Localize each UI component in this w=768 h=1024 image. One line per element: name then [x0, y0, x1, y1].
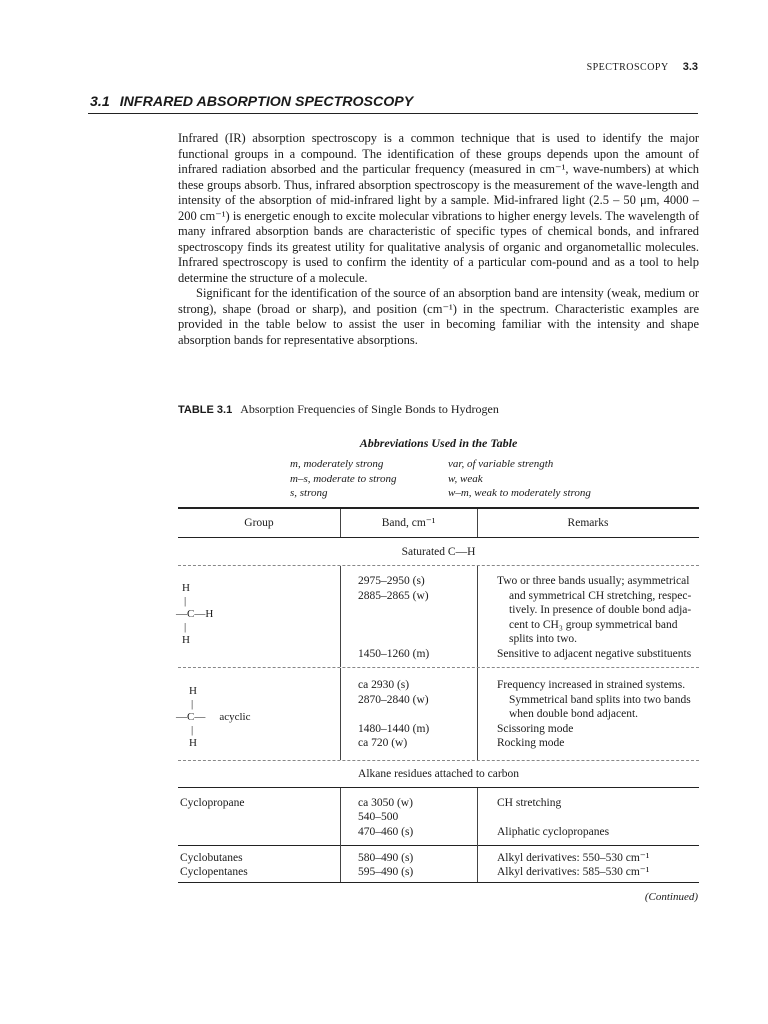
abbreviations-title: Abbreviations Used in the Table — [359, 436, 518, 450]
body-text — [178, 131, 699, 348]
running-head-title: SPECTROSCOPY — [586, 62, 669, 73]
abbreviation-item: w–m, weak to moderately strong — [448, 487, 591, 499]
row-separator — [178, 845, 699, 846]
abbreviation-item: m, moderately strong — [290, 458, 384, 470]
structure-label: acyclic — [219, 711, 251, 723]
structure-atom: H — [182, 634, 190, 646]
table-label: TABLE 3.1 — [178, 404, 233, 416]
band-cell: 580–490 (s) — [358, 852, 414, 864]
structure-atom: H — [189, 737, 197, 749]
remark-cell: Sensitive to adjacent negative substituents — [497, 648, 692, 660]
abbreviation-item: w, weak — [448, 472, 483, 485]
remark-cell: CH stretching — [497, 797, 562, 809]
band-cell: 470–460 (s) — [358, 826, 414, 838]
group-cell: Cyclobutanes — [180, 852, 243, 864]
remark-cell: and symmetrical CH stretching, respec- — [509, 590, 692, 602]
band-cell: 1450–1260 (m) — [358, 648, 430, 660]
group-cell: Cyclopropane — [180, 797, 245, 809]
column-header-group: Group — [244, 517, 274, 529]
running-head — [587, 61, 698, 73]
remark-cell: splits into two. — [509, 633, 578, 645]
column-header-remarks: Remarks — [567, 517, 609, 529]
paragraph-2: Significant for the identification of the source of an absorption band are intensity (weak, medium or strong), shape (broad or sharp), and position (cm⁻¹) in the spectrum. Characteristic examples are provided in the table below to assist the user in becoming familiar with the intensity and shape absorption bands for representative absorptions. — [178, 286, 699, 347]
group-cell: Cyclopentanes — [180, 866, 248, 878]
band-cell: 2885–2865 (w) — [358, 590, 429, 602]
band-cell: 595–490 (s) — [358, 866, 414, 878]
subheading-saturated-ch: Saturated C—H — [401, 546, 476, 558]
band-cell: 1480–1440 (m) — [358, 723, 430, 735]
continued-note: (Continued) — [644, 891, 698, 903]
running-head-section: 3.3 — [682, 61, 698, 73]
structure-bond: | — [191, 698, 194, 710]
column-divider — [340, 788, 341, 882]
abbreviation-item: s, strong — [290, 487, 328, 499]
remark-cell: Alkyl derivatives: 550–530 cm⁻¹ — [497, 852, 650, 864]
remark-cell: Rocking mode — [497, 737, 565, 749]
band-cell: 540–500 — [358, 811, 399, 823]
header-rule — [178, 537, 699, 538]
column-divider — [340, 566, 341, 667]
remark-cell: Aliphatic cyclopropanes — [497, 826, 610, 838]
band-cell: 2870–2840 (w) — [358, 694, 429, 706]
structure-methylene — [176, 685, 251, 750]
section-heading — [90, 94, 413, 110]
subheading-alkane-residues: Alkane residues attached to carbon — [358, 768, 519, 780]
band-cell: ca 3050 (w) — [358, 797, 413, 809]
remark-cell: Alkyl derivatives: 585–530 cm⁻¹ — [497, 866, 650, 878]
remark-cell: Scissoring mode — [497, 723, 574, 735]
table-caption — [178, 402, 499, 417]
paragraph-1: Infrared (IR) absorption spectroscopy is a common technique that is used to identify the major functional groups in a compound. The identification of these groups depends upon the amount of infrared radiation absorbed and the particular frequency (measured in cm⁻¹, wave-numbers) at which these groups absorb. Thus, infrared absorption spectroscopy is the measurement of the wave-length and intensity of the absorption of mid-infrared light by a sample. Mid-infrared light (2.5 – 50 μm, 4000 – 200 cm⁻¹) is energetic enough to excite molecular vibrations to higher energy levels. The wavelength of many infrared absorption bands are characteristic of specific types of chemical bonds, and infrared spectroscopy finds its greatest utility for qualitative analysis of organic and organometallic molecules. Infrared spectroscopy is used to confirm the identity of a particular com-pound and as a tool to help determine the structure of a molecule. — [178, 131, 699, 285]
structure-methyl — [176, 582, 213, 647]
row-separator — [178, 760, 699, 761]
column-divider — [340, 668, 341, 760]
table-top-rule — [178, 507, 699, 509]
column-divider — [477, 566, 478, 667]
table-caption-text: Absorption Frequencies of Single Bonds to Hydrogen — [240, 402, 499, 416]
structure-atom: —C—H — [176, 608, 214, 620]
remark-cell: tively. In presence of double bond adja- — [509, 604, 692, 616]
abbreviation-item: var, of variable strength — [448, 458, 554, 470]
structure-bond: | — [184, 621, 187, 633]
remark-cell: Symmetrical band splits into two bands — [509, 694, 691, 706]
abbreviation-item: m–s, moderate to strong — [290, 472, 397, 485]
column-header-band: Band, cm⁻¹ — [381, 517, 436, 529]
section-title: INFRARED ABSORPTION SPECTROSCOPY — [119, 94, 414, 110]
section-number: 3.1 — [90, 94, 110, 110]
table-bottom-rule — [178, 882, 699, 883]
structure-atom: H — [189, 685, 197, 697]
remark-cell: cent to CH₃ group symmetrical band — [509, 619, 678, 631]
subhead-rule — [178, 787, 699, 788]
band-cell: ca 2930 (s) — [358, 679, 410, 691]
subhead-rule — [178, 565, 699, 566]
band-cell: ca 720 (w) — [358, 737, 408, 749]
row-separator — [178, 667, 699, 668]
remark-cell: Frequency increased in strained systems. — [497, 679, 686, 691]
structure-atom: H — [182, 582, 190, 594]
column-divider — [477, 668, 478, 760]
structure-bond: | — [184, 595, 187, 607]
remark-cell: Two or three bands usually; asymmetrical — [497, 575, 690, 587]
structure-atom: —C— acyclic — [176, 711, 251, 723]
abbreviations-list — [290, 457, 650, 501]
remark-cell: when double bond adjacent. — [509, 708, 639, 720]
column-divider — [477, 788, 478, 882]
band-cell: 2975–2950 (s) — [358, 575, 425, 587]
section-rule — [88, 113, 698, 114]
structure-bond: | — [191, 724, 194, 736]
